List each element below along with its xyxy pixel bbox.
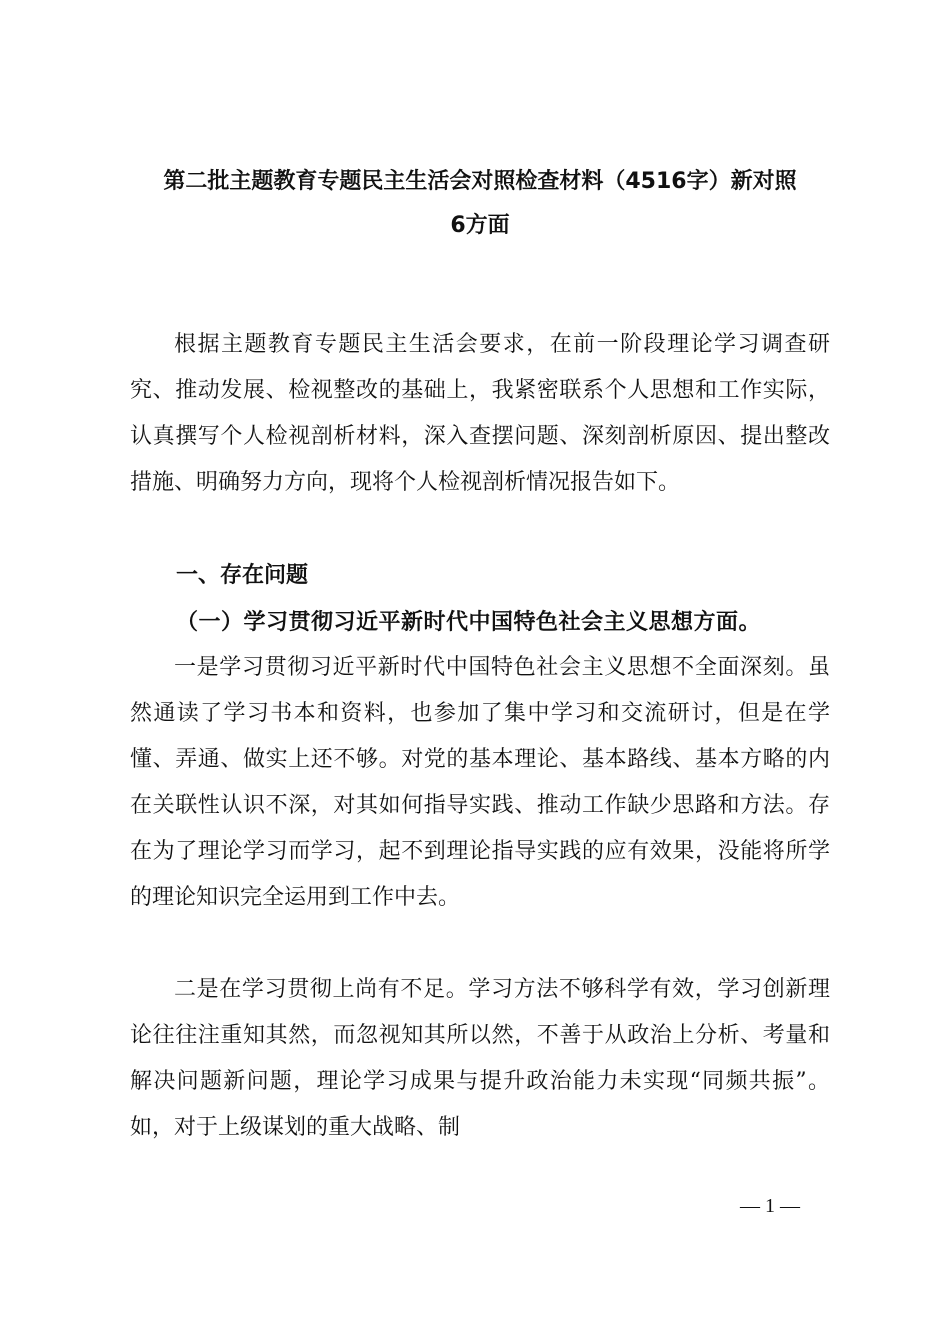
document-title-line-2: 6方面 [450, 213, 510, 238]
problem-point-1: 一是学习贯彻习近平新时代中国特色社会主义思想不全面深刻。虽然通读了学习书本和资料，也参加了集中学习和交流研讨，但是在学懂、弄通、做实上还不够。对党的基本理论、基本路线、基本方略的内在关联性认识不深，对其如何指导实践、推动工作缺少思路和方法。存在为了理论学习而学习，起不到理论指导实践的应有效果，没能将所学的理论知识完全运用到工作中去。 [130, 655, 830, 910]
problem-point-2: 二是在学习贯彻上尚有不足。学习方法不够科学有效，学习创新理论往往注重知其然，而忽视知其所以然，不善于从政治上分析、考量和解决问题新问题，理论学习成果与提升政治能力未实现“同频共振”。如，对于上级谋划的重大战略、制 [130, 977, 830, 1140]
section-heading-problems: 一、存在问题 [176, 563, 309, 588]
intro-paragraph: 根据主题教育专题民主生活会要求，在前一阶段理论学习调查研究、推动发展、检视整改的基础上，我紧密联系个人思想和工作实际，认真撰写个人检视剖析材料，深入查摆问题、深刻剖析原因、提出整改措施、明确努力方向，现将个人检视剖析情况报告如下。 [130, 332, 830, 495]
document-title-line-1: 第二批主题教育专题民主生活会对照检查材料（4516字）新对照 [163, 169, 797, 194]
page-number: — 1 — [740, 1195, 800, 1217]
subsection-heading-theory-study: （一）学习贯彻习近平新时代中国特色社会主义思想方面。 [176, 609, 762, 635]
